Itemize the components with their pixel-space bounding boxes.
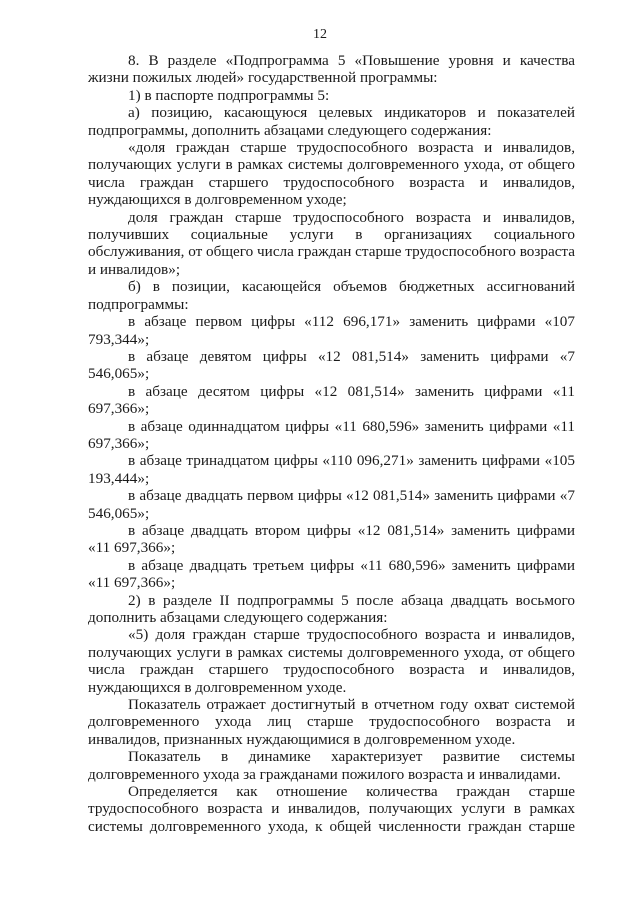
paragraph-item-b: б) в позиции, касающейся объемов бюджетных ассигнований подпрограммы: [88, 278, 575, 313]
paragraph-amend-twenty-first: в абзаце двадцать первом цифры «12 081,514» заменить цифрами «7 546,065»; [88, 487, 575, 522]
paragraph-amend-twenty-third: в абзаце двадцать третьем цифры «11 680,596» заменить цифрами «11 697,366»; [88, 556, 575, 592]
document-body [88, 52, 575, 835]
paragraph-item-a: а) позицию, касающуюся целевых индикаторов и показателей подпрограммы, дополнить абзацами следующего содержания: [88, 104, 575, 139]
paragraph-section-8: 8. В разделе «Подпрограмма 5 «Повышение уровня и качества жизни пожилых людей» государственной программы: [88, 52, 575, 87]
paragraph-amend-first: в абзаце первом цифры «112 696,171» заменить цифрами «107 793,344»; [88, 313, 575, 348]
paragraph-quote-indicator-2: доля граждан старше трудоспособного возраста и инвалидов, получивших социальные услуги в организациях социального обслуживания, от общего числа граждан старше трудоспособного возраста и инвалидов»; [88, 208, 575, 278]
paragraph-quote-indicator-5: «5) доля граждан старше трудоспособного возраста и инвалидов, получающих услуги в рамках системы долговременного ухода, от общего числа граждан старшего трудоспособного возраста и инвалидов, нуждающихся в долговременном уходе. [88, 626, 575, 696]
paragraph-amend-thirteenth: в абзаце тринадцатом цифры «110 096,271» заменить цифрами «105 193,444»; [88, 452, 575, 487]
paragraph-amend-ninth: в абзаце девятом цифры «12 081,514» заменить цифрами «7 546,065»; [88, 347, 575, 383]
paragraph-quote-indicator-1: «доля граждан старше трудоспособного возраста и инвалидов, получающих услуги в рамках системы долговременного ухода, от общего числа граждан старшего трудоспособного возраста и инвалидов, нуждающихся в долговременном уходе; [88, 139, 575, 209]
paragraph-indicator-dynamics: Показатель в динамике характеризует развитие системы долговременного ухода за гражданами пожилого возраста и инвалидами. [88, 748, 575, 783]
paragraph-indicator-definition: Определяется как отношение количества граждан старше трудоспособного возраста и инвалидов, получающих услуги в рамках системы долговременного ухода, к общей численности граждан старше [88, 783, 575, 835]
paragraph-amend-tenth: в абзаце десятом цифры «12 081,514» заменить цифрами «11 697,366»; [88, 382, 575, 418]
paragraph-item-2: 2) в разделе II подпрограммы 5 после абзаца двадцать восьмого дополнить абзацами следующего содержания: [88, 591, 575, 626]
paragraph-amend-twenty-second: в абзаце двадцать втором цифры «12 081,514» заменить цифрами «11 697,366»; [88, 521, 575, 557]
page-number: 12 [313, 27, 327, 42]
paragraph-item-1: 1) в паспорте подпрограммы 5: [128, 86, 330, 104]
paragraph-indicator-reflects: Показатель отражает достигнутый в отчетном году охват системой долговременного ухода лиц старше трудоспособного возраста и инвалидов, признанных нуждающимися в долговременном уходе. [88, 696, 575, 748]
paragraph-amend-eleventh: в абзаце одиннадцатом цифры «11 680,596» заменить цифрами «11 697,366»; [88, 417, 575, 452]
